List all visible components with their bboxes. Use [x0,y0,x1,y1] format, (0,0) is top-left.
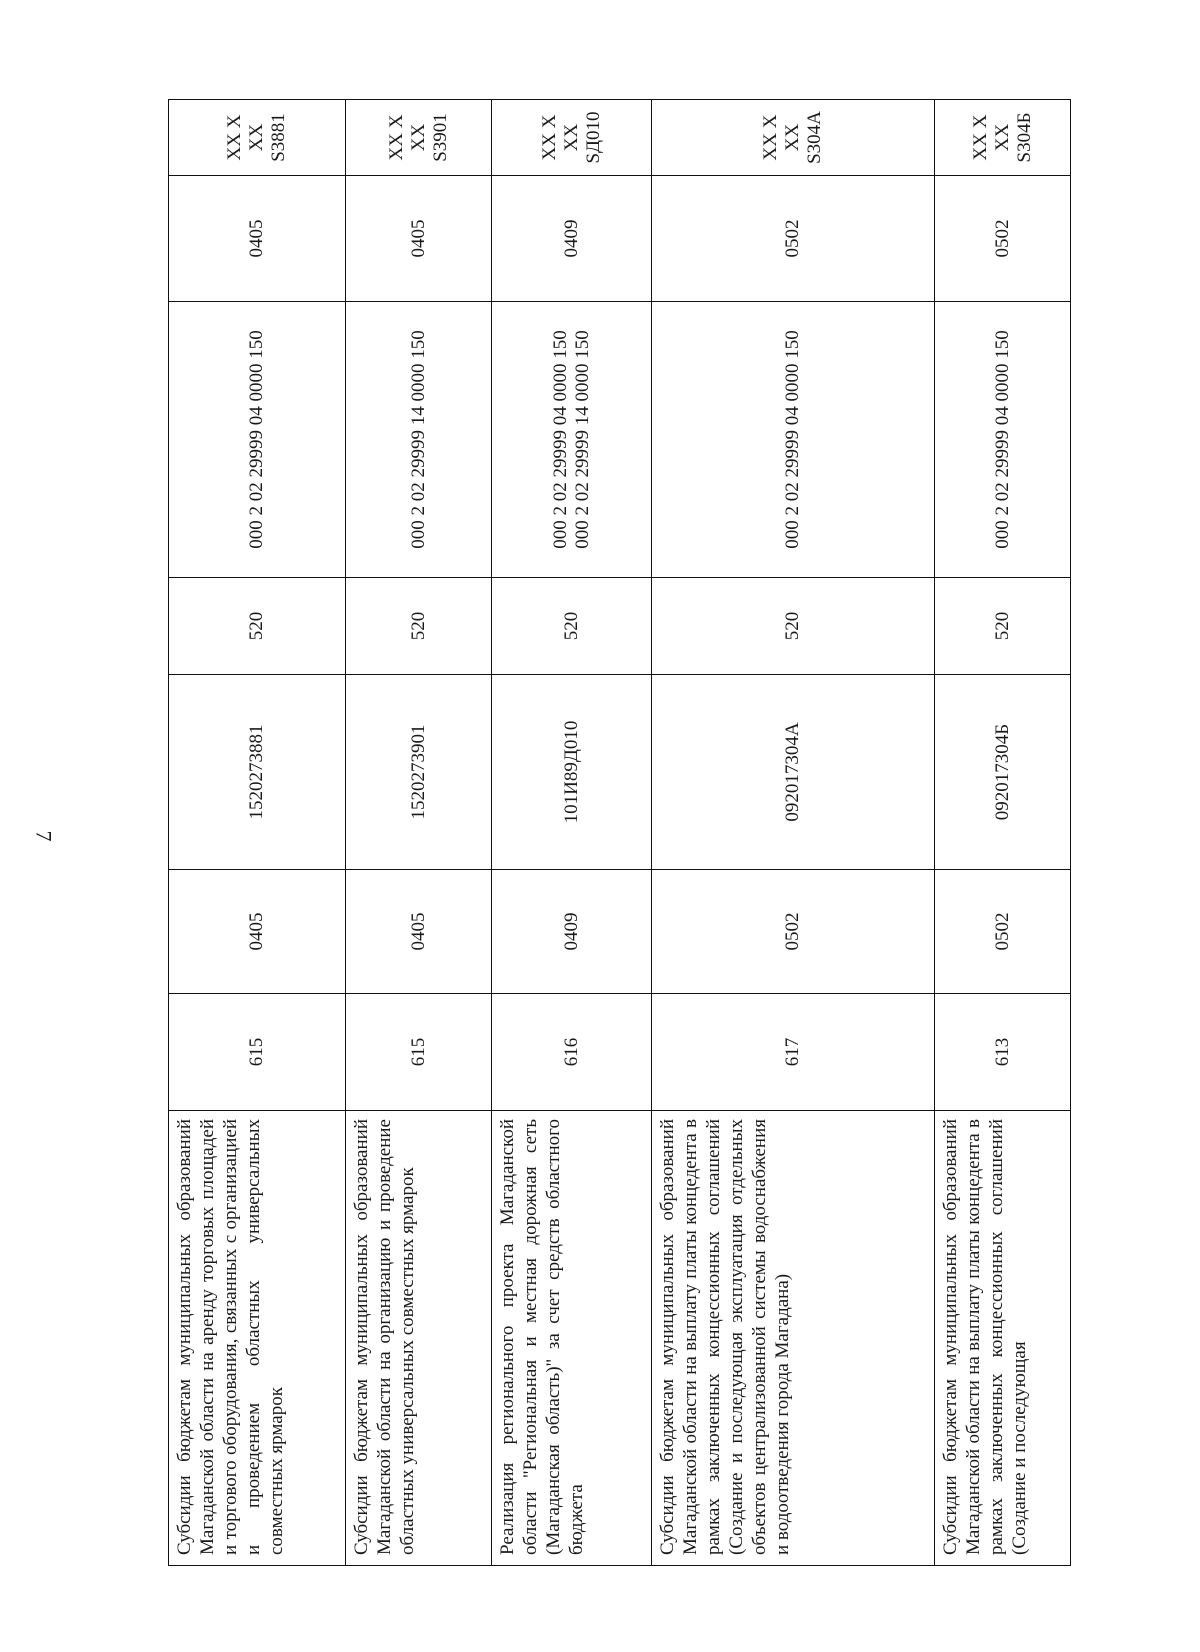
cell-target-article: 092017304Б [935,675,1071,870]
cell-section-code-2: 0502 [935,176,1071,302]
cell-name: Субсидии бюджетам муниципальных образований Магаданской области на выплату платы концедента в рамках заключенных концессионных соглашений (Создание и последующая эксплуатация отдельных объектов централизованной системы водоснабжения и водоотведения города Магадана) [652,1111,935,1566]
cell-income-code [346,302,492,578]
cell-name: Субсидии бюджетам муниципальных образований Магаданской области на выплату платы концедента в рамках заключенных концессионных соглашений (Создание и последующая [935,1111,1071,1566]
cell-expense-type: 520 [492,578,652,675]
cell-local-code: XX X XX S304А [652,100,935,176]
cell-local-code: XX X XX S304Б [935,100,1071,176]
cell-target-article: 1520273881 [169,675,346,870]
cell-local-code: XX X XX SД010 [492,100,652,176]
cell-section-code: 0409 [492,870,652,994]
cell-section-code: 0405 [169,870,346,994]
cell-code-main-admin: 613 [935,994,1071,1111]
cell-section-code-2: 0409 [492,176,652,302]
table-row [935,100,1071,1566]
budget-classification-table [168,99,1071,1566]
income-code-line: 000 2 02 29999 04 0000 150 [991,330,1013,549]
cell-section-code: 0502 [935,870,1071,994]
cell-section-code: 0502 [652,870,935,994]
table-row [492,100,652,1566]
table-wrapper [168,100,1070,1566]
cell-income-code [652,302,935,578]
cell-expense-type: 520 [346,578,492,675]
income-code-line: 000 2 02 29999 04 0000 150 [549,330,571,549]
table-row [346,100,492,1566]
cell-code-main-admin: 615 [169,994,346,1111]
cell-name: Субсидии бюджетам муниципальных образований Магаданской области на организацию и проведение областных универсальных совместных ярмарок [346,1111,492,1566]
cell-local-code: XX X XX S3901 [346,100,492,176]
cell-expense-type: 520 [169,578,346,675]
rotated-table-area [168,100,1070,1566]
income-code-line: 000 2 02 29999 14 0000 150 [571,330,593,549]
cell-target-article: 101И89Д010 [492,675,652,870]
cell-expense-type: 520 [652,578,935,675]
income-code-line: 000 2 02 29999 04 0000 150 [246,330,267,549]
cell-code-main-admin: 617 [652,994,935,1111]
table-row [652,100,935,1566]
cell-income-code [492,302,652,578]
cell-name: Субсидии бюджетам муниципальных образований Магаданской области на аренду торговых площадей и торгового оборудования, связанных с организацией и проведением областных универсальных совместных ярмарок [169,1111,346,1566]
cell-name: Реализация регионального проекта Магаданской области "Региональная и местная дорожная сеть (Магаданская область)" за счет средств областного бюджета [492,1111,652,1566]
income-code-line: 000 2 02 29999 14 0000 150 [407,330,429,549]
cell-income-code [169,302,346,578]
cell-expense-type: 520 [935,578,1071,675]
cell-income-code [935,302,1071,578]
cell-section-code: 0405 [346,870,492,994]
cell-code-main-admin: 616 [492,994,652,1111]
cell-target-article: 1520273901 [346,675,492,870]
cell-section-code-2: 0405 [169,176,346,302]
cell-local-code: XX X XX S3881 [169,100,346,176]
cell-section-code-2: 0502 [652,176,935,302]
page-number: 7 [31,830,57,842]
cell-target-article: 092017304А [652,675,935,870]
income-code-line: 000 2 02 29999 04 0000 150 [782,330,803,549]
cell-section-code-2: 0405 [346,176,492,302]
cell-code-main-admin: 615 [346,994,492,1111]
table-row [169,100,346,1566]
